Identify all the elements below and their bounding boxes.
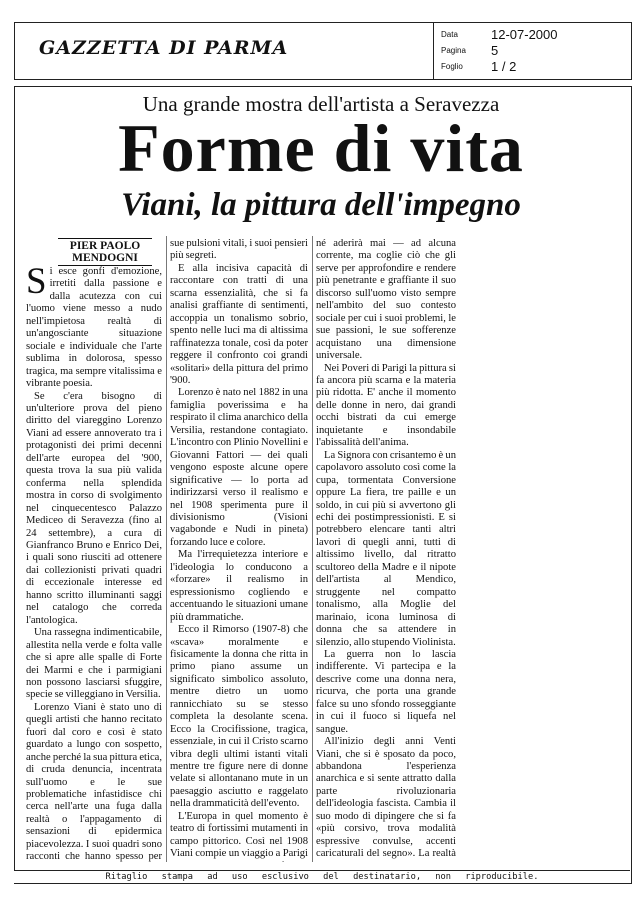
page-value: 5 — [491, 43, 499, 58]
page-label: Pagina — [441, 46, 466, 55]
header-divider — [433, 23, 434, 79]
newspaper-logo: GAZZETTA DI PARMA — [39, 37, 289, 59]
clipping-metadata — [439, 27, 629, 75]
paragraph: La guerra non lo lascia indifferente. Vi partecipa e la descrive come una donna nera, ricurva, che porta una grande falce su uno sfondo rosseggiante in cui il fuoco si liquefa nel sangue. — [316, 648, 456, 735]
article-column-1 — [26, 266, 162, 862]
paragraph: Una rassegna indimenticabile, allestita nella verde e folta valle che si apre alle spalle di Forte dei Marmi e che i parmigiani non possono lasciarsi sfuggire, specie se villeggiano in Versilia. — [26, 627, 162, 701]
article-kicker: Una grande mostra dell'artista a Seravezza — [142, 92, 500, 116]
article-headline: Forme di vita — [118, 110, 524, 186]
paragraph — [26, 266, 162, 391]
paragraph: All'inizio degli anni Venti Viani, che si è sposato da poco, abbandona l'esperienza anarchica e si sente attratto dalla parte rivoluzionaria dell'ideologia fascista. Cambia il suo modo di dipingere che si fa «più corsivo, trova modalità espressive convulse, accenti caricaturali del segno». La realtà — [316, 736, 456, 860]
paragraph: sue pulsioni vitali, i suoi pensieri più segreti. — [170, 238, 308, 262]
column-divider — [312, 236, 313, 862]
reproduction-notice: Ritaglio stampa ad uso esclusivo del destinatario, non riproducibile. — [14, 870, 630, 883]
sheet-row — [439, 59, 629, 75]
column-divider — [166, 236, 167, 862]
paragraph: Lorenzo è nato nel 1882 in una famiglia poverissima e ha respirato il clima anarchico della Versilia, restandone contagiato. L'incontro con Plinio Novellini e Giovanni Fattori — dei quali vengono esposte alcune opere significative — lo porta ad indirizzarsi verso il realismo e nel 1908 sperimenta pure il divisionismo (Visioni vagabonde e Nudi in pineta) forzando luce e colore. — [170, 387, 308, 548]
paragraph: La Signora con crisantemo è un capolavoro assoluto così come la cupa, tormentata Conversione oppure La fiera, tre paille e un soldo, in cui più si avvertono gli echi dei postimpressionisti. E si potrebbero elencare tanti altri lavori di quegli anni, tutti di altissimo livello, dal ritratto scultoreo della Madre e il nipote dell'artista al Mendico, struggente nel compatto tonalismo, alla Moglie del marinaio, icona luminosa di donna che sa attendere in silenzio, allo stupendo Violinista. — [316, 449, 456, 648]
clipping-header — [14, 22, 632, 80]
paragraph: L'Europa in quel momento è teatro di fortissimi mutamenti in campo pittorico. Così nel 1908 Viani compie un viaggio a Parigi — [170, 810, 308, 860]
paragraph: Se c'era bisogno di un'ulteriore prova del pieno diritto del viareggino Lorenzo Viani ad essere annoverato tra i protagonisti dei primi decenni dell'arte europea del '900, questa trova la sua più valida conferma nella splendida mostra in corso di svolgimento nel cinquecentesco Palazzo Mediceo di Seravezza (fino al 24 settembre), a cura di Gianfranco Bruno e Enrico Dei, i quali sono riusciti ad ottenere dai collezionisti privati quadri di eccezionale interesse ed hanno scritto illuminanti saggi nel catalogo che correda l'antologica. — [26, 390, 162, 626]
date-label: Data — [441, 30, 458, 39]
date-value: 12-07-2000 — [491, 27, 558, 42]
paragraph: Ma l'irrequietezza interiore e l'ideologia lo conducono a «forzare» il realismo in espressionismo cogliendo e accentuando le situazioni umane più drammatiche. — [170, 549, 308, 623]
date-row — [439, 27, 629, 43]
sheet-value: 1 / 2 — [491, 59, 517, 74]
article-subtitle: Viani, la pittura dell'impegno — [121, 187, 521, 223]
sheet-label: Foglio — [441, 62, 463, 71]
drop-cap: S — [26, 266, 47, 302]
paragraph: E alla incisiva capacità di raccontare con tratti di una scarna essenzialità, che si fa analisi graffiante di sentimenti, accoppia un tonalismo sobrio, spento nelle luci ma di altissima raffinatezza tonale, così da poter reggere il confronto coi grandi «solitari» della pittura del primo '900. — [170, 262, 308, 386]
paragraph: né aderirà mai — ad alcuna corrente, ma coglie ciò che gli serve per approfondire e rendere più penetrante e graffiante il suo discorso sull'uomo visto sempre nell'ambito del suo contesto sociale per cui i suoi problemi, le sue passioni, le sue sofferenze acquistano una dimensione universale. — [316, 238, 456, 362]
paragraph-text: i esce gonfi d'emozione, irretiti dalla passione e dalla acutezza con cui l'uomo viene messo a nudo nell'impietosa realtà di un'angosciante situazione sociale e individuale che l'arte sublima in dolorosa, spesso tragica, ma sempre vitalissima e vibrante poesia. — [26, 266, 162, 390]
article-column-2 — [170, 238, 308, 862]
paragraph: Lorenzo Viani è stato uno di quegli artisti che hanno recitato fuori dal coro e così è stato guardato a lungo con sospetto, anche perché la sua pittura etica, di cruda denuncia, incentrata sull'uomo e le sue problematiche infastidisce chi cerca nell'arte una fuga dalla realtà o l'appagamento di sensazioni di epidermica piacevolezza. I suoi quadri sono racconti che hanno spesso per — [26, 701, 162, 862]
page-row — [439, 43, 629, 59]
author-byline: PIER PAOLO MENDOGNI — [58, 238, 152, 266]
article-column-3 — [316, 238, 456, 862]
paragraph: Ecco il Rimorso (1907-8) che «scava» moralmente e fisicamente la donna che ritta in primo piano assume un significato simbolico assoluto, mentre dietro un uomo rannicchiato su se stesso completa la desolante scena. Ecco la Crocifissione, tragica, essenziale, in cui il Cristo scarno vibra degli ultimi istanti vitali mentre tre figure nere di donne velate si allontanano mute in un paesaggio asciutto e raggelato nella drammaticità dell'evento. — [170, 624, 308, 810]
paragraph: Nei Poveri di Parigi la pittura si fa ancora più scarna e la materia più ridotta. E' anche il momento delle donne in nero, dai grandi occhi bistrati da cui emerge inquietante e insondabile l'abissalità dell'anima. — [316, 362, 456, 449]
